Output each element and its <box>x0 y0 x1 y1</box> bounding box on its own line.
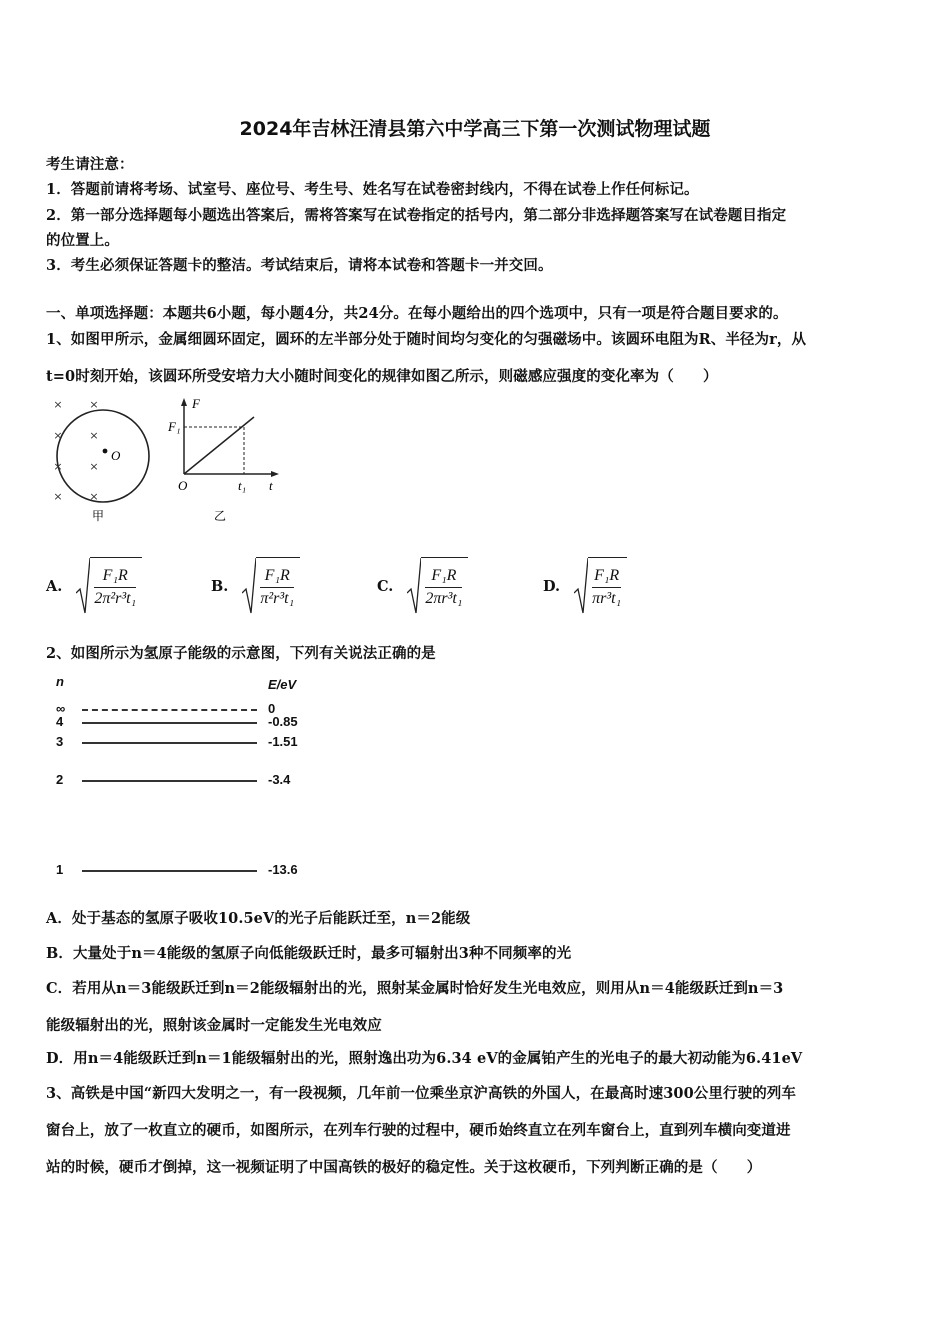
energy-level-line <box>82 722 257 724</box>
fraction-denominator: 2π²r³t₁ <box>94 590 137 607</box>
energy-level-diagram <box>46 672 316 882</box>
origin-label: O <box>178 478 188 493</box>
sqrt-expression <box>407 557 468 615</box>
fraction-numerator: F₁R <box>102 567 128 584</box>
level-energy-label: 0 <box>268 701 276 716</box>
energy-level-line <box>82 780 257 782</box>
level-energy-label: -13.6 <box>268 862 298 877</box>
energy-level-line <box>82 870 257 872</box>
q2-option-c[interactable]: C．若用从n＝3能级跃迁到n＝2能级辐射出的光，照射某金属时恰好发生光电效应，则用从n＝4能级跃迁到n＝3 <box>46 980 784 997</box>
q3-stem-line: 站的时候，硬币才倒掉，这一视频证明了中国高铁的极好的稳定性。关于这枚硬币，下列判断正确的是（ ） <box>46 1159 762 1176</box>
sqrt-sign <box>407 557 421 615</box>
section-heading: 一、单项选择题：本题共6小题，每小题4分，共24分。在每小题给出的四个选项中，只有一项是符合题目要求的。 <box>46 305 788 322</box>
energy-level-line <box>82 742 257 744</box>
y-tick-label: F₁ <box>168 419 181 434</box>
fraction-numerator: F₁R <box>594 567 620 584</box>
cross-mark: × <box>53 429 63 442</box>
q2-option-d[interactable]: D．用n＝4能级跃迁到n＝1能级辐射出的光，照射逸出功为6.34 eV的金属铂产生的光电子的最大初动能为6.41eV <box>46 1050 803 1067</box>
q2-stem: 2、如图所示为氢原子能级的示意图，下列有关说法正确的是 <box>46 645 436 662</box>
q1-option-a[interactable] <box>46 556 142 616</box>
sqrt-sign <box>242 557 256 615</box>
energy-level-line <box>82 709 257 711</box>
option-label: B. <box>211 577 229 595</box>
q1-option-c[interactable] <box>377 556 468 616</box>
level-n-label: 3 <box>56 734 64 749</box>
notice-item: 1．答题前请将考场、试室号、座位号、考生号、姓名写在试卷密封线内，不得在试卷上作任何标记。 <box>46 181 699 198</box>
q3-stem-line: 窗台上，放了一枚直立的硬币，如图所示，在列车行驶的过程中，硬币始终直立在列车窗台上，直到列车横向变道进 <box>46 1122 791 1139</box>
q3-stem-line: 3、高铁是中国“新四大发明之一，有一段视频，几年前一位乘坐京沪高铁的外国人，在最高时速300公里行驶的列车 <box>46 1085 796 1102</box>
q1-figure-jia <box>46 396 166 526</box>
cross-mark: × <box>53 460 63 473</box>
cross-mark: × <box>89 429 99 442</box>
option-label: A. <box>46 577 63 595</box>
option-label: D. <box>543 577 561 595</box>
q2-option-a[interactable]: A．处于基态的氢原子吸收10.5eV的光子后能跃迁至，n＝2能级 <box>46 910 471 927</box>
sqrt-expression <box>242 557 300 615</box>
x-tick-label: t₁ <box>238 478 247 493</box>
q1-stem-line: t=0时刻开始，该圆环所受安培力大小随时间变化的规律如图乙所示，则磁感应强度的变化率为（ ） <box>46 368 718 385</box>
cross-mark: × <box>53 398 63 411</box>
fraction-denominator: πr³t₁ <box>592 590 622 607</box>
fraction-numerator: F₁R <box>431 567 457 584</box>
level-n-label: 2 <box>56 772 64 787</box>
notice-heading: 考生请注意： <box>46 156 134 173</box>
cross-mark: × <box>89 398 99 411</box>
fraction-denominator: π²r³t₁ <box>260 590 295 607</box>
sqrt-expression <box>76 557 142 615</box>
cross-mark: × <box>89 490 99 503</box>
fraction-numerator: F₁R <box>264 567 290 584</box>
q1-option-d[interactable] <box>543 556 627 616</box>
center-label: O <box>111 448 121 463</box>
q2-option-b[interactable]: B．大量处于n＝4能级的氢原子向低能级跃迁时，最多可辐射出3种不同频率的光 <box>46 945 572 962</box>
level-n-label: ∞ <box>56 701 66 716</box>
page-title: 2024年吉林汪清县第六中学高三下第一次测试物理试题 <box>239 118 711 140</box>
figure-caption: 乙 <box>213 509 227 523</box>
q1-stem-line: 1、如图甲所示，金属细圆环固定，圆环的左半部分处于随时间均匀变化的匀强磁场中。该圆环电阻为R、半径为r，从 <box>46 331 807 348</box>
notice-item: 3．考生必须保证答题卡的整洁。考试结束后，请将本试卷和答题卡一并交回。 <box>46 257 553 274</box>
n-header: n <box>56 674 64 689</box>
option-label: C. <box>377 577 394 595</box>
level-energy-label: -0.85 <box>268 714 298 729</box>
fraction-denominator: 2πr³t₁ <box>425 590 463 607</box>
q1-option-b[interactable] <box>211 556 300 616</box>
q2-option-c-cont: 能级辐射出的光，照射该金属时一定能发生光电效应 <box>46 1017 382 1034</box>
level-energy-label: -3.4 <box>268 772 291 787</box>
level-n-label: 4 <box>56 714 64 729</box>
sqrt-sign <box>76 557 90 615</box>
cross-mark: × <box>89 460 99 473</box>
notice-item: 的位置上。 <box>46 232 119 249</box>
sqrt-expression <box>574 557 627 615</box>
sqrt-sign <box>574 557 588 615</box>
notice-item: 2．第一部分选择题每小题选出答案后，需将答案写在试卷指定的括号内，第二部分非选择题答案写在试卷题目指定 <box>46 207 787 224</box>
y-axis-label: F <box>192 396 200 411</box>
cross-mark: × <box>53 490 63 503</box>
q1-figure-yi <box>166 396 286 526</box>
energy-header: E/eV <box>268 677 297 692</box>
figure-caption: 甲 <box>91 509 105 523</box>
level-n-label: 1 <box>56 862 64 877</box>
x-axis-label: t <box>269 478 273 493</box>
level-energy-label: -1.51 <box>268 734 298 749</box>
